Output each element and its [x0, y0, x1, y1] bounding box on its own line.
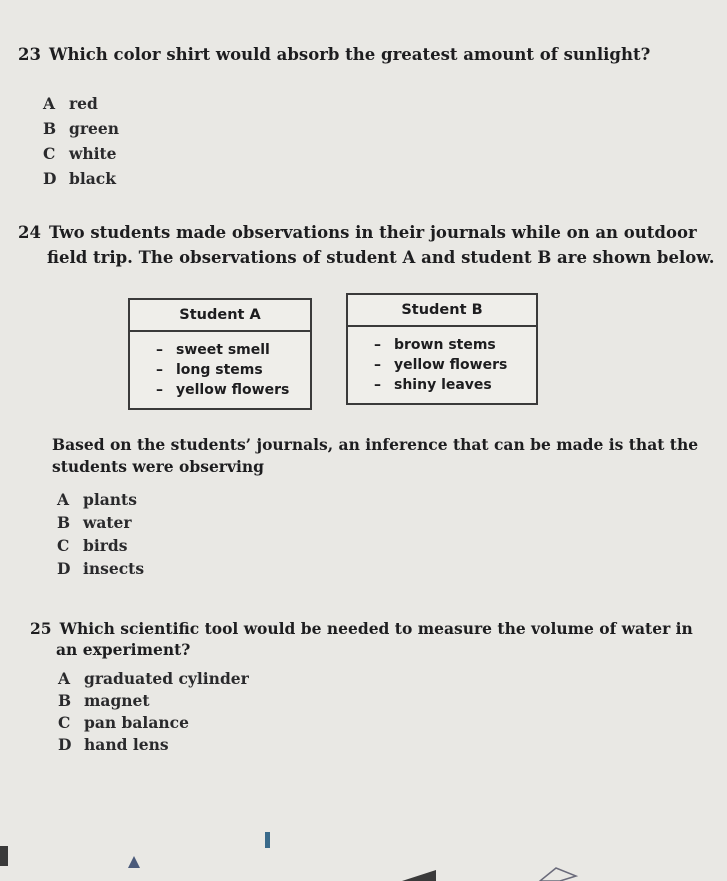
- question-24-line2: [47, 247, 715, 269]
- option-text: pan balance: [84, 713, 189, 732]
- journal-list: [348, 327, 536, 403]
- question-number: 25: [30, 619, 52, 638]
- q25-option-a[interactable]: [58, 668, 249, 690]
- q25-option-d[interactable]: [58, 734, 169, 756]
- option-text: black: [69, 169, 116, 188]
- question-number: 24: [18, 223, 41, 242]
- journal-item: – long stems: [156, 362, 263, 378]
- question-text-line1: Two students made observations in their journals while on an outdoor: [48, 223, 697, 242]
- option-letter: B: [58, 691, 72, 710]
- q24-option-d[interactable]: [57, 558, 144, 580]
- question-text-line1: Which scientific tool would be needed to measure the volume of water in: [59, 619, 693, 638]
- journal-title: Student A: [130, 300, 310, 332]
- journal-title: Student B: [348, 295, 536, 327]
- option-letter: A: [43, 94, 56, 113]
- question-text-line2: field trip. The observations of student A and student B are shown below.: [47, 248, 715, 267]
- q24-option-a[interactable]: [57, 489, 137, 511]
- inference-prompt-line2: [52, 456, 264, 478]
- option-letter: C: [43, 144, 56, 163]
- option-text: birds: [83, 536, 128, 555]
- option-text: magnet: [84, 691, 150, 710]
- journal-item: – brown stems: [374, 337, 496, 353]
- journal-list: [130, 332, 310, 408]
- question-number: 23: [18, 45, 41, 64]
- question-23: [18, 44, 650, 66]
- option-text: plants: [83, 490, 137, 509]
- option-letter: D: [57, 559, 71, 578]
- q23-option-b[interactable]: [43, 118, 119, 140]
- option-letter: D: [58, 735, 72, 754]
- option-letter: B: [57, 513, 71, 532]
- q23-option-c[interactable]: [43, 143, 117, 165]
- option-text: hand lens: [84, 735, 169, 754]
- option-text: graduated cylinder: [84, 669, 249, 688]
- option-text: insects: [83, 559, 145, 578]
- q23-option-d[interactable]: [43, 168, 116, 190]
- option-letter: D: [43, 169, 57, 188]
- option-letter: C: [57, 536, 70, 555]
- q25-option-c[interactable]: [58, 712, 189, 734]
- journal-student-a: [128, 298, 312, 410]
- option-text: green: [69, 119, 119, 138]
- q25-option-b[interactable]: [58, 690, 150, 712]
- inference-prompt: [52, 434, 698, 456]
- bottom-decoration: [0, 820, 727, 881]
- question-text: Which color shirt would absorb the greatest amount of sunlight?: [48, 45, 651, 64]
- option-text: white: [69, 144, 117, 163]
- option-letter: A: [58, 669, 71, 688]
- journal-item: – yellow flowers: [156, 382, 290, 398]
- option-letter: B: [43, 119, 57, 138]
- option-letter: A: [57, 490, 70, 509]
- question-25-line2: [56, 639, 190, 661]
- q24-option-b[interactable]: [57, 512, 132, 534]
- journal-item: – sweet smell: [156, 342, 270, 358]
- question-text-line2: an experiment?: [56, 640, 191, 659]
- question-25: [30, 618, 693, 640]
- inference-text-line2: students were observing: [52, 457, 264, 476]
- option-text: red: [69, 94, 98, 113]
- journal-student-b: [346, 293, 538, 405]
- option-letter: C: [58, 713, 71, 732]
- journal-item: – yellow flowers: [374, 357, 508, 373]
- q23-option-a[interactable]: [43, 93, 98, 115]
- q24-option-c[interactable]: [57, 535, 127, 557]
- journal-item: – shiny leaves: [374, 377, 492, 393]
- question-24: [18, 222, 697, 244]
- option-text: water: [83, 513, 132, 532]
- inference-text-line1: Based on the students’ journals, an inference that can be made is that the: [52, 435, 699, 454]
